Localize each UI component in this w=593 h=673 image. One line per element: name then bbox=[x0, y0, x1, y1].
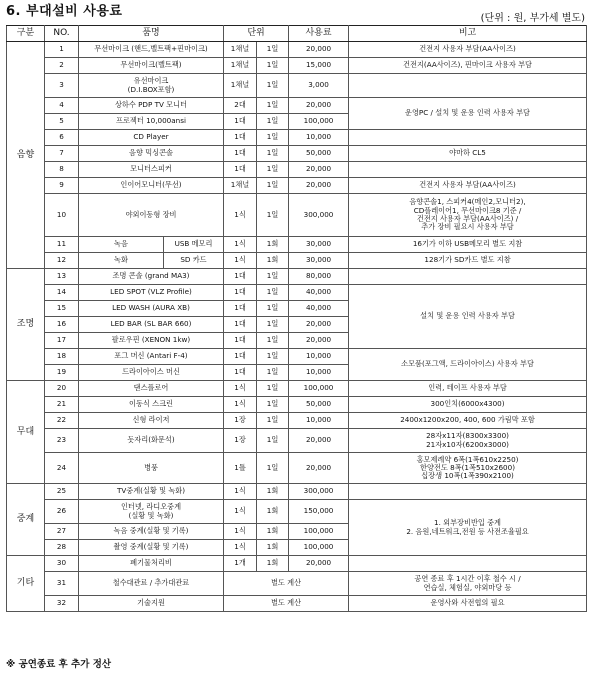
no-cell: 12 bbox=[45, 253, 79, 269]
no-cell: 6 bbox=[45, 130, 79, 146]
fee-cell: 20,000 bbox=[289, 98, 349, 114]
unit-period-cell: 1일 bbox=[257, 429, 289, 453]
no-cell: 5 bbox=[45, 114, 79, 130]
table-row bbox=[7, 397, 587, 413]
fee-cell: 40,000 bbox=[289, 301, 349, 317]
unit-qty-cell: 1대 bbox=[224, 162, 257, 178]
remark-cell: 28자x11자(8300x3300) 21자x10자(6200x3000) bbox=[349, 429, 587, 453]
unit-qty-cell: 1대 bbox=[224, 317, 257, 333]
no-cell: 15 bbox=[45, 301, 79, 317]
remark-cell bbox=[349, 130, 587, 146]
unit-period-cell: 1일 bbox=[257, 130, 289, 146]
no-cell: 28 bbox=[45, 540, 79, 556]
table-row bbox=[7, 484, 587, 500]
unit-qty-cell: 1대 bbox=[224, 333, 257, 349]
no-cell: 23 bbox=[45, 429, 79, 453]
header-no: NO. bbox=[45, 26, 79, 42]
item-cell: 촬영 중계(실황 및 기록) bbox=[79, 540, 224, 556]
item-cell: 녹음 bbox=[79, 237, 164, 253]
fee-cell: 20,000 bbox=[289, 556, 349, 572]
no-cell: 14 bbox=[45, 285, 79, 301]
unit-qty-cell: 1대 bbox=[224, 349, 257, 365]
remark-cell: 300인치(6000x4300) bbox=[349, 397, 587, 413]
item-sub-cell: SD 카드 bbox=[164, 253, 224, 269]
header-fee: 사용료 bbox=[289, 26, 349, 42]
remark-cell: 홍모제례약 6폭(1폭610x2250) 한양전도 8폭(1폭510x2600) 십장생 10폭(1폭390x2100) bbox=[349, 453, 587, 484]
unit-qty-cell: 1개 bbox=[224, 556, 257, 572]
remark-cell bbox=[349, 556, 587, 572]
no-cell: 18 bbox=[45, 349, 79, 365]
fee-cell: 20,000 bbox=[289, 333, 349, 349]
remark-cell bbox=[349, 162, 587, 178]
fee-cell: 80,000 bbox=[289, 269, 349, 285]
remark-cell: 128기가 SD카드 별도 지참 bbox=[349, 253, 587, 269]
unit-period-cell: 1일 bbox=[257, 42, 289, 58]
item-cell: 팔로우핀 (XENON 1kw) bbox=[79, 333, 224, 349]
unit-period-cell: 1일 bbox=[257, 162, 289, 178]
remark-cell: 운영사와 사전협의 필요 bbox=[349, 596, 587, 612]
fee-table bbox=[6, 25, 587, 612]
table-row bbox=[7, 253, 587, 269]
unit-period-cell: 1일 bbox=[257, 333, 289, 349]
remark-cell: 건전지 사용자 부담(AA사이즈) bbox=[349, 178, 587, 194]
table-row bbox=[7, 285, 587, 301]
item-cell: 철수대관료 / 추가대관료 bbox=[79, 572, 224, 596]
item-cell: 프로젝터 10,000ansi bbox=[79, 114, 224, 130]
item-cell: 인터넷, 라디오중계 (실황 및 녹화) bbox=[79, 500, 224, 524]
unit-period-cell: 1회 bbox=[257, 556, 289, 572]
no-cell: 20 bbox=[45, 381, 79, 397]
fee-cell: 300,000 bbox=[289, 194, 349, 237]
fee-cell: 100,000 bbox=[289, 114, 349, 130]
header-unit: 단위 bbox=[224, 26, 289, 42]
item-cell: 녹음 중계(실황 및 기록) bbox=[79, 524, 224, 540]
remark-cell: 운영PC / 설치 및 운용 인력 사용자 부담 bbox=[349, 98, 587, 130]
unit-qty-cell: 1채널 bbox=[224, 178, 257, 194]
remark-cell: 공연 종료 후 1시간 이후 철수 시 / 연습실, 체험실, 야외마당 등 bbox=[349, 572, 587, 596]
unit-qty-cell: 1틀 bbox=[224, 453, 257, 484]
table-row bbox=[7, 194, 587, 237]
unit-qty-cell: 1대 bbox=[224, 114, 257, 130]
unit-period-cell: 1일 bbox=[257, 114, 289, 130]
item-cell: 녹화 bbox=[79, 253, 164, 269]
table-row bbox=[7, 500, 587, 524]
unit-period-cell: 1일 bbox=[257, 317, 289, 333]
unit-qty-cell: 1식 bbox=[224, 540, 257, 556]
page-title: 6. 부대설비 사용료 bbox=[6, 4, 123, 19]
table-row bbox=[7, 381, 587, 397]
item-cell: 모니터스피커 bbox=[79, 162, 224, 178]
unit-period-cell: 1회 bbox=[257, 484, 289, 500]
unit-qty-cell: 1식 bbox=[224, 237, 257, 253]
item-cell: LED SPOT (VLZ Profile) bbox=[79, 285, 224, 301]
no-cell: 2 bbox=[45, 58, 79, 74]
footnote: ※ 공연종료 후 추가 정산 bbox=[6, 659, 112, 670]
remark-cell: 1. 외부장비반입 중계 2. 음원,네트워크,전원 등 사전조율필요 bbox=[349, 500, 587, 556]
unit-qty-cell: 1대 bbox=[224, 285, 257, 301]
table-row bbox=[7, 74, 587, 98]
item-cell: 드라이아이스 머신 bbox=[79, 365, 224, 381]
item-cell: 돗자리(화문석) bbox=[79, 429, 224, 453]
unit-period-cell: 1회 bbox=[257, 524, 289, 540]
item-cell: 무선마이크 (핸드,벨트팩+핀마이크) bbox=[79, 42, 224, 58]
table-row bbox=[7, 413, 587, 429]
item-cell: 폐기물처리비 bbox=[79, 556, 224, 572]
remark-cell: 16기가 이하 USB메모리 별도 지참 bbox=[349, 237, 587, 253]
no-cell: 16 bbox=[45, 317, 79, 333]
unit-period-cell: 1일 bbox=[257, 381, 289, 397]
remark-cell bbox=[349, 484, 587, 500]
fee-cell: 3,000 bbox=[289, 74, 349, 98]
item-cell: 야외이동형 장비 bbox=[79, 194, 224, 237]
fee-cell: 40,000 bbox=[289, 285, 349, 301]
table-row bbox=[7, 429, 587, 453]
table-row bbox=[7, 146, 587, 162]
category-cell: 기타 bbox=[7, 556, 45, 612]
remark-cell: 2400x1200x200, 400, 600 가림막 포함 bbox=[349, 413, 587, 429]
unit-period-cell: 1일 bbox=[257, 453, 289, 484]
unit-qty-cell: 1식 bbox=[224, 194, 257, 237]
category-cell: 중계 bbox=[7, 484, 45, 556]
item-cell: 유선마이크 (D.I.BOX포함) bbox=[79, 74, 224, 98]
no-cell: 3 bbox=[45, 74, 79, 98]
item-cell: LED BAR (SL BAR 660) bbox=[79, 317, 224, 333]
item-cell: 병풍 bbox=[79, 453, 224, 484]
fee-cell: 10,000 bbox=[289, 130, 349, 146]
unit-qty-cell: 1채널 bbox=[224, 74, 257, 98]
no-cell: 4 bbox=[45, 98, 79, 114]
table-header bbox=[7, 26, 587, 42]
table-row bbox=[7, 556, 587, 572]
fee-cell: 15,000 bbox=[289, 58, 349, 74]
unit-qty-cell: 1채널 bbox=[224, 42, 257, 58]
no-cell: 11 bbox=[45, 237, 79, 253]
item-cell: 신형 라이저 bbox=[79, 413, 224, 429]
fee-cell: 100,000 bbox=[289, 540, 349, 556]
item-cell: 기술지원 bbox=[79, 596, 224, 612]
no-cell: 13 bbox=[45, 269, 79, 285]
unit-period-cell: 1일 bbox=[257, 365, 289, 381]
unit-qty-cell: 1식 bbox=[224, 500, 257, 524]
no-cell: 26 bbox=[45, 500, 79, 524]
table-row bbox=[7, 130, 587, 146]
remark-cell: 야마하 CL5 bbox=[349, 146, 587, 162]
item-cell: 이동식 스크린 bbox=[79, 397, 224, 413]
fee-cell: 30,000 bbox=[289, 237, 349, 253]
item-cell: CD Player bbox=[79, 130, 224, 146]
table-row bbox=[7, 269, 587, 285]
unit-qty-cell: 1장 bbox=[224, 413, 257, 429]
unit-period-cell: 1일 bbox=[257, 349, 289, 365]
no-cell: 1 bbox=[45, 42, 79, 58]
no-cell: 22 bbox=[45, 413, 79, 429]
unit-qty-cell: 1대 bbox=[224, 301, 257, 317]
fee-cell: 20,000 bbox=[289, 429, 349, 453]
item-cell: LED WASH (AURA XB) bbox=[79, 301, 224, 317]
unit-qty-cell: 1대 bbox=[224, 365, 257, 381]
fee-cell: 50,000 bbox=[289, 146, 349, 162]
item-sub-cell: USB 메모리 bbox=[164, 237, 224, 253]
no-cell: 8 bbox=[45, 162, 79, 178]
unit-qty-cell: 1식 bbox=[224, 524, 257, 540]
no-cell: 9 bbox=[45, 178, 79, 194]
category-cell: 무대 bbox=[7, 381, 45, 484]
fee-cell: 20,000 bbox=[289, 453, 349, 484]
item-cell: 인이어모니터(무선) bbox=[79, 178, 224, 194]
fee-cell: 50,000 bbox=[289, 397, 349, 413]
no-cell: 19 bbox=[45, 365, 79, 381]
unit-period-cell: 1회 bbox=[257, 237, 289, 253]
fee-cell: 20,000 bbox=[289, 162, 349, 178]
table-row bbox=[7, 42, 587, 58]
unit-period-cell: 1일 bbox=[257, 58, 289, 74]
item-cell: 포그 머신 (Antari F-4) bbox=[79, 349, 224, 365]
unit-qty-cell: 1식 bbox=[224, 397, 257, 413]
table-row bbox=[7, 98, 587, 114]
fee-cell: 10,000 bbox=[289, 349, 349, 365]
fee-cell: 30,000 bbox=[289, 253, 349, 269]
category-cell: 음향 bbox=[7, 42, 45, 269]
no-cell: 27 bbox=[45, 524, 79, 540]
remark-cell: 음향콘솔1, 스피커4(메인2,모니터2), CD플레이어1, 무선마이크8 기준 / 건전지 사용자 부담(AA사이즈) / 추가 장비 필요시 사용자 부담 bbox=[349, 194, 587, 237]
unit-qty-cell: 1식 bbox=[224, 253, 257, 269]
no-cell: 7 bbox=[45, 146, 79, 162]
unit-period-cell: 1일 bbox=[257, 269, 289, 285]
no-cell: 21 bbox=[45, 397, 79, 413]
unit-period-cell: 1회 bbox=[257, 253, 289, 269]
unit-period-cell: 1회 bbox=[257, 500, 289, 524]
table-row bbox=[7, 596, 587, 612]
unit-period-cell: 1일 bbox=[257, 74, 289, 98]
no-cell: 17 bbox=[45, 333, 79, 349]
unit-qty-cell: 1채널 bbox=[224, 58, 257, 74]
unit-period-cell: 1일 bbox=[257, 301, 289, 317]
unit-period-cell: 1일 bbox=[257, 413, 289, 429]
header-item: 품명 bbox=[79, 26, 224, 42]
item-cell: 무선마이크(벨트팩) bbox=[79, 58, 224, 74]
remark-cell: 건전지 사용자 부담(AA사이즈) bbox=[349, 42, 587, 58]
fee-cell: 20,000 bbox=[289, 317, 349, 333]
unit-period-cell: 1일 bbox=[257, 285, 289, 301]
unit-qty-cell: 1대 bbox=[224, 146, 257, 162]
unit-period-cell: 1일 bbox=[257, 146, 289, 162]
unit-period-cell: 1일 bbox=[257, 178, 289, 194]
no-cell: 24 bbox=[45, 453, 79, 484]
remark-cell: 건전지(AA사이즈), 핀마이크 사용자 부담 bbox=[349, 58, 587, 74]
fee-cell: 150,000 bbox=[289, 500, 349, 524]
unit-qty-cell: 1식 bbox=[224, 381, 257, 397]
fee-cell: 10,000 bbox=[289, 413, 349, 429]
item-cell: 상하수 PDP TV 모니터 bbox=[79, 98, 224, 114]
item-cell: TV중계(실황 및 녹화) bbox=[79, 484, 224, 500]
unit-period-cell: 1회 bbox=[257, 540, 289, 556]
item-cell: 조명 콘솔 (grand MA3) bbox=[79, 269, 224, 285]
remark-cell bbox=[349, 269, 587, 285]
no-cell: 32 bbox=[45, 596, 79, 612]
fee-cell: 20,000 bbox=[289, 178, 349, 194]
table-row bbox=[7, 58, 587, 74]
table-row bbox=[7, 453, 587, 484]
table-row bbox=[7, 572, 587, 596]
remark-cell: 인력, 테이프 사용자 부담 bbox=[349, 381, 587, 397]
no-cell: 10 bbox=[45, 194, 79, 237]
header-remark: 비고 bbox=[349, 26, 587, 42]
unit-qty-cell: 1식 bbox=[224, 484, 257, 500]
fee-cell: 20,000 bbox=[289, 42, 349, 58]
table-row bbox=[7, 349, 587, 365]
fee-cell: 100,000 bbox=[289, 381, 349, 397]
unit-note: (단위 : 원, 부가세 별도) bbox=[480, 13, 585, 24]
no-cell: 31 bbox=[45, 572, 79, 596]
item-cell: 음향 믹싱콘솔 bbox=[79, 146, 224, 162]
unit-qty-cell: 2대 bbox=[224, 98, 257, 114]
fee-cell: 300,000 bbox=[289, 484, 349, 500]
table-row bbox=[7, 237, 587, 253]
header-category: 구분 bbox=[7, 26, 45, 42]
unit-qty-cell: 1장 bbox=[224, 429, 257, 453]
no-cell: 30 bbox=[45, 556, 79, 572]
no-cell: 25 bbox=[45, 484, 79, 500]
unit-period-cell: 1일 bbox=[257, 397, 289, 413]
table-row bbox=[7, 162, 587, 178]
remark-cell bbox=[349, 74, 587, 98]
unit-qty-cell: 1대 bbox=[224, 269, 257, 285]
unit-fee-cell: 별도 계산 bbox=[224, 596, 349, 612]
remark-cell: 설치 및 운용 인력 사용자 부담 bbox=[349, 285, 587, 349]
item-cell: 댄스플로어 bbox=[79, 381, 224, 397]
remark-cell: 소모품(포그액, 드라이아이스) 사용자 부담 bbox=[349, 349, 587, 381]
unit-fee-cell: 별도 계산 bbox=[224, 572, 349, 596]
unit-period-cell: 1일 bbox=[257, 98, 289, 114]
category-cell: 조명 bbox=[7, 269, 45, 381]
table-row bbox=[7, 178, 587, 194]
unit-period-cell: 1일 bbox=[257, 194, 289, 237]
fee-cell: 10,000 bbox=[289, 365, 349, 381]
fee-cell: 100,000 bbox=[289, 524, 349, 540]
unit-qty-cell: 1대 bbox=[224, 130, 257, 146]
